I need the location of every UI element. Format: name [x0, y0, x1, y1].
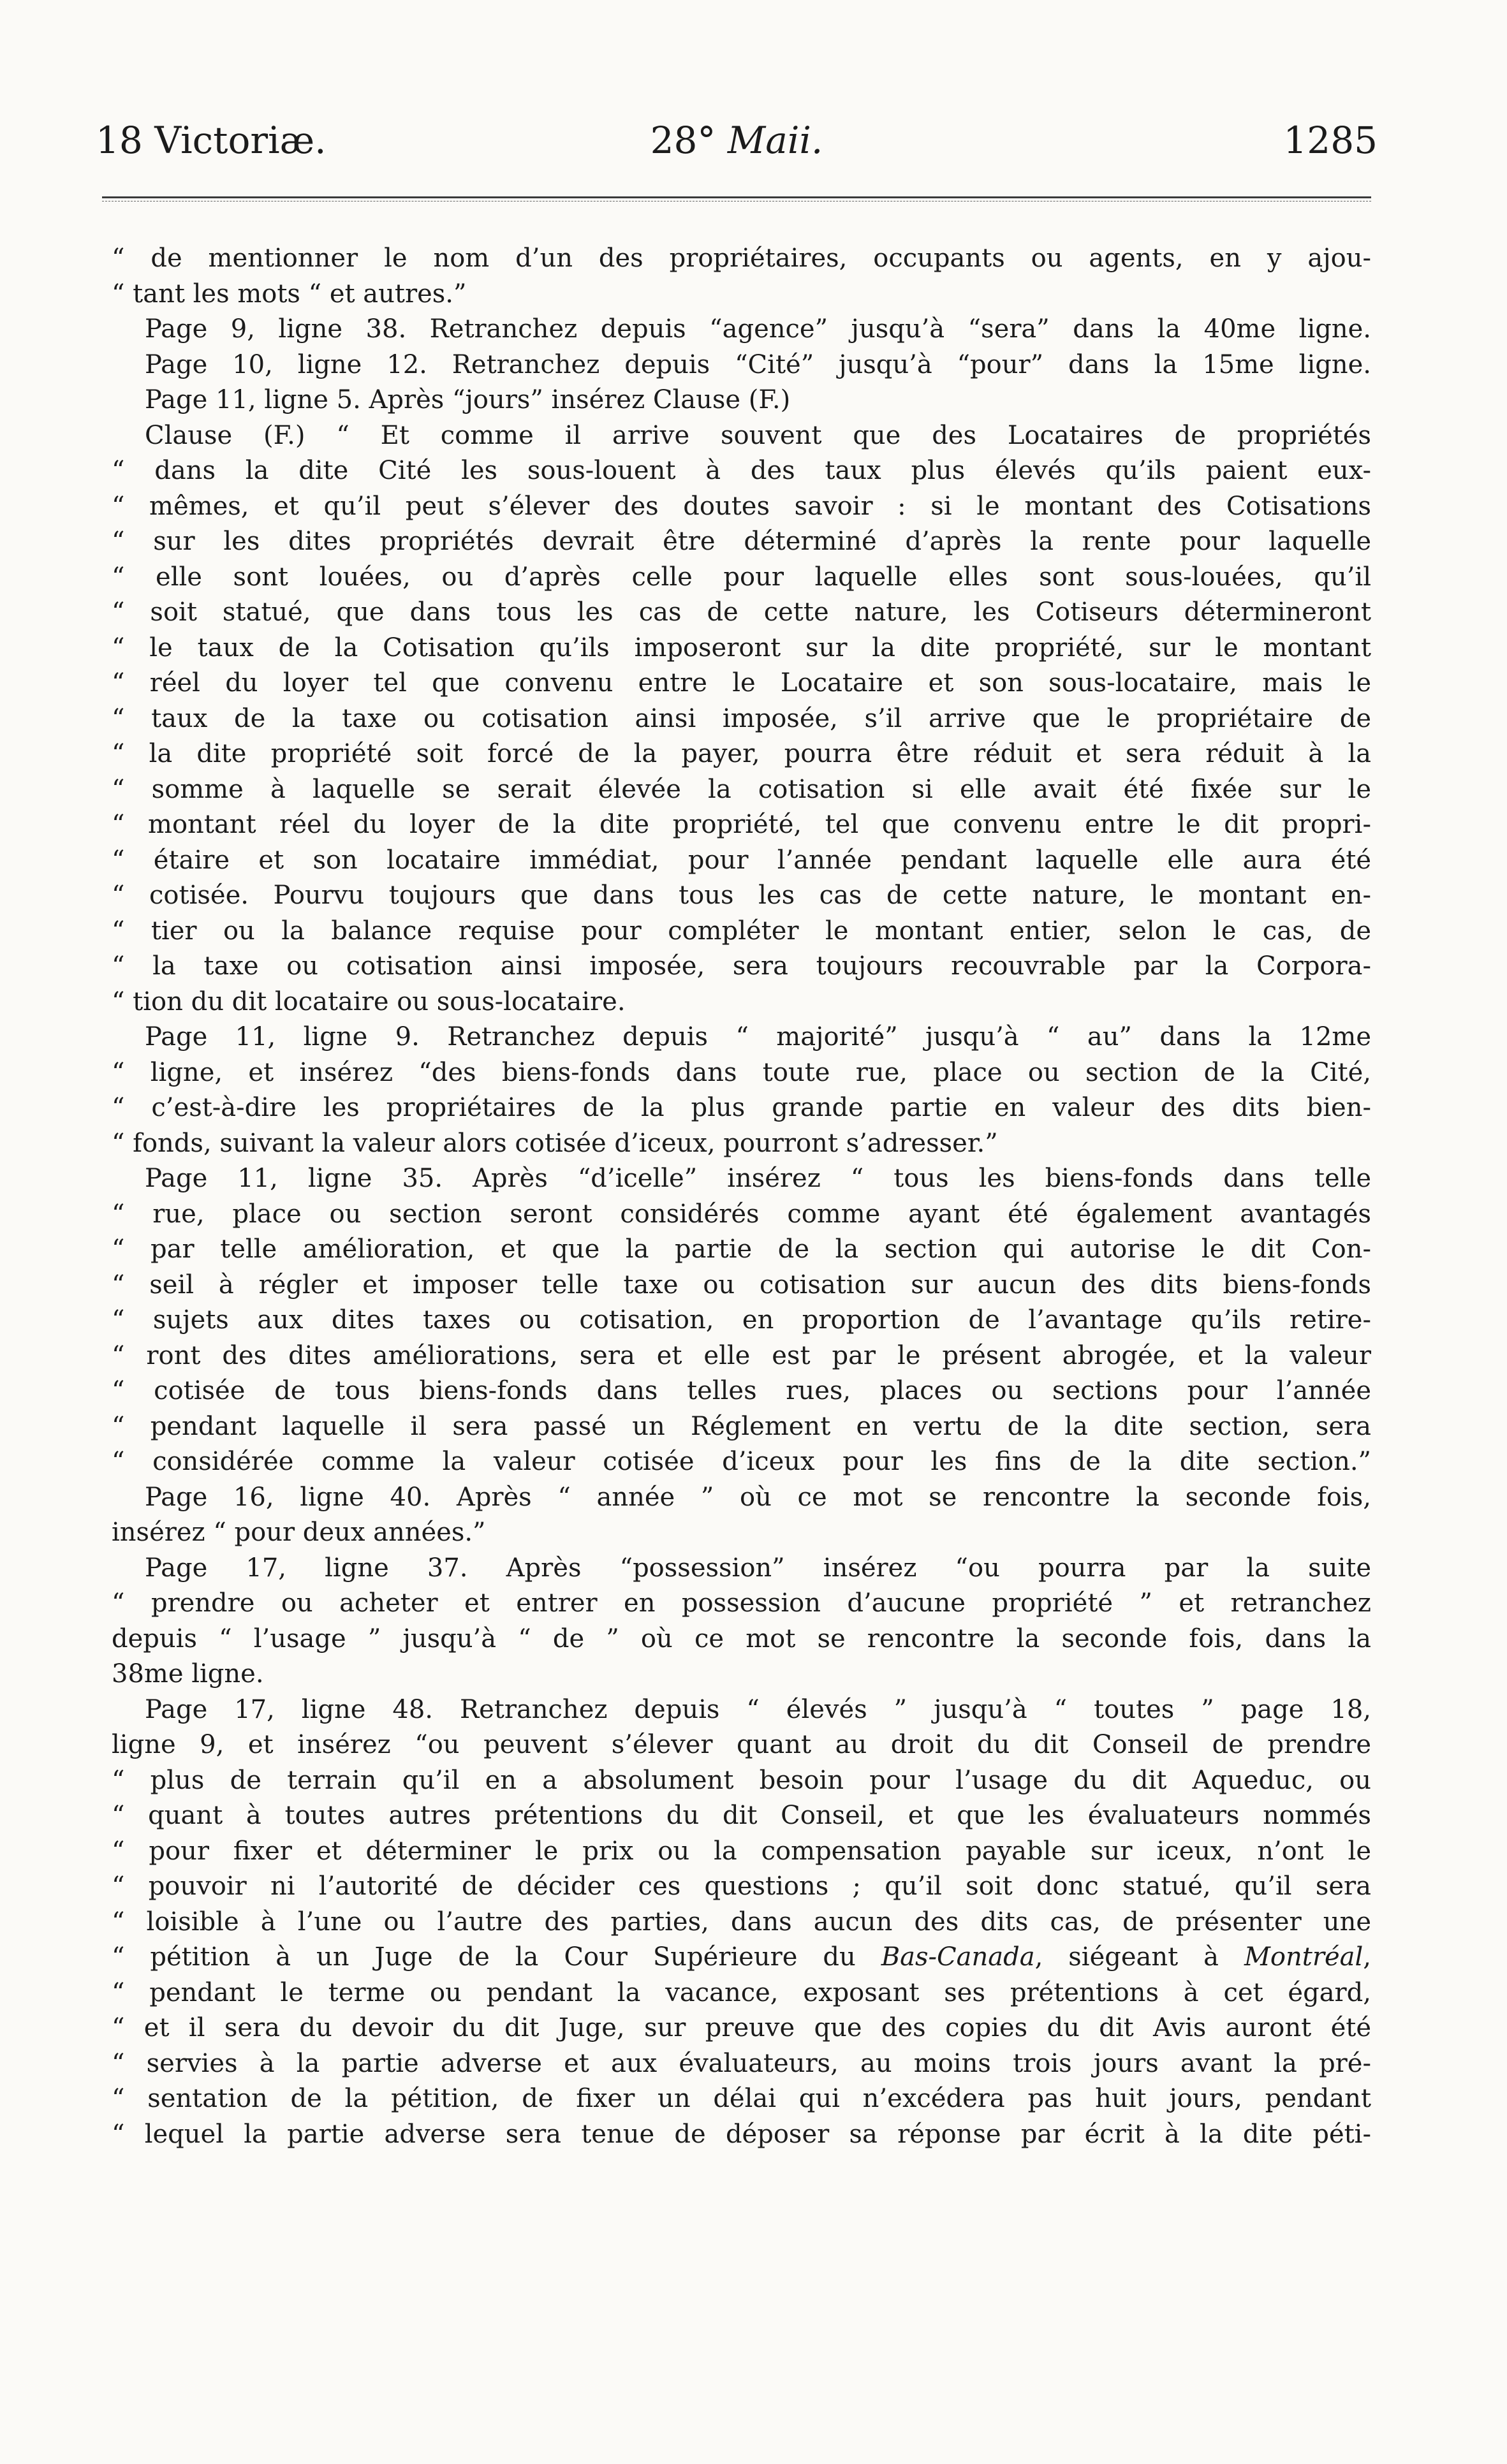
- text-line: “ fonds, suivant la valeur alors cotisée d’iceux, pourront s’adresser.”: [112, 1128, 998, 1158]
- text-line: “ dans la dite Cité les sous-louent à des taux plus élevés qu’ils paient eux-: [112, 456, 1371, 485]
- text-line: “ pouvoir ni l’autorité de décider ces questions ; qu’il soit donc statué, qu’il sera: [112, 1872, 1371, 1901]
- page-header: [96, 112, 1378, 169]
- text-line: “ loisible à l’une ou l’autre des parties, dans aucun des dits cas, de présenter une: [112, 1907, 1371, 1937]
- text-line: ligne 9, et insérez “ou peuvent s’élever quant au droit du dit Conseil de prendre: [112, 1730, 1371, 1759]
- text-line: “ c’est-à-dire les propriétaires de la plus grande partie en valeur des dits bien-: [112, 1093, 1371, 1122]
- text-line: “ cotisée. Pourvu toujours que dans tous les cas de cette nature, le montant en-: [112, 881, 1371, 910]
- text-line: “ considérée comme la valeur cotisée d’iceux pour les fins de la dite section.”: [112, 1447, 1371, 1476]
- text-line: “ sujets aux dites taxes ou cotisation, en proportion de l’avantage qu’ils retire-: [112, 1305, 1371, 1335]
- text-line: “ étaire et son locataire immédiat, pour l’année pendant laquelle elle aura été: [112, 845, 1371, 875]
- text-line: “ par telle amélioration, et que la partie de la section qui autorise le dit Con-: [112, 1235, 1371, 1264]
- text-line: “ mêmes, et qu’il peut s’élever des doutes savoir : si le montant des Cotisations: [112, 491, 1371, 521]
- text-line: “ la taxe ou cotisation ainsi imposée, sera toujours recouvrable par la Corpora-: [112, 951, 1371, 981]
- text-line: “ lequel la partie adverse sera tenue de déposer sa réponse par écrit à la dite péti-: [112, 2119, 1371, 2149]
- margin-specks: [1437, 2260, 1475, 2387]
- text-line: “ cotisée de tous biens-fonds dans telles rues, places ou sections pour l’année: [112, 1376, 1371, 1405]
- header-rule: [102, 196, 1371, 202]
- text-line: Clause (F.) “ Et comme il arrive souvent que des Locataires de propriétés: [145, 420, 1371, 450]
- page-number: 1285: [1283, 119, 1378, 162]
- text-line: “ la dite propriété soit forcé de la payer, pourra être réduit et sera réduit à la: [112, 739, 1371, 768]
- text-line: “ plus de terrain qu’il en a absolument besoin pour l’usage du dit Aqueduc, ou: [112, 1765, 1371, 1795]
- text-line: depuis “ l’usage ” jusqu’à “ de ” où ce mot se rencontre la seconde fois, dans la: [112, 1624, 1371, 1654]
- text-line: “ et il sera du devoir du dit Juge, sur preuve que des copies du dit Avis auront été: [112, 2013, 1371, 2042]
- text-line: Page 17, ligne 48. Retranchez depuis “ élevés ” jusqu’à “ toutes ” page 18,: [145, 1694, 1371, 1724]
- text-line: Page 11, ligne 5. Après “jours” insérez Clause (F.): [145, 385, 791, 414]
- text-line: “ quant à toutes autres prétentions du dit Conseil, et que les évaluateurs nommés: [112, 1801, 1371, 1830]
- text-line: “ ligne, et insérez “des biens-fonds dans toute rue, place ou section de la Cité,: [112, 1057, 1371, 1087]
- text-line: “ réel du loyer tel que convenu entre le Locataire et son sous-locataire, mais le: [112, 668, 1371, 698]
- running-head-left: 18 Victoriæ.: [96, 119, 327, 162]
- text-line: “ de mentionner le nom d’un des propriétaires, occupants ou agents, en y ajou-: [112, 244, 1371, 273]
- text-line: “ taux de la taxe ou cotisation ainsi imposée, s’il arrive que le propriétaire de: [112, 703, 1371, 733]
- text-line: “ pour fixer et déterminer le prix ou la compensation payable sur iceux, n’ont le: [112, 1836, 1371, 1866]
- text-line: “ tion du dit locataire ou sous-locataire.: [112, 986, 626, 1016]
- text-line: insérez “ pour deux années.”: [112, 1518, 486, 1547]
- text-line: “ elle sont louées, ou d’après celle pour laquelle elles sont sous-louées, qu’il: [112, 562, 1371, 592]
- running-head-date: [96, 112, 1378, 169]
- text-line: “ soit statué, que dans tous les cas de cette nature, les Cotiseurs détermineront: [112, 598, 1371, 627]
- text-line: “ pendant laquelle il sera passé un Réglement en vertu de la dite section, sera: [112, 1411, 1371, 1441]
- text-line: Page 16, ligne 40. Après “ année ” où ce mot se rencontre la seconde fois,: [145, 1482, 1371, 1512]
- date-month: Maii.: [727, 119, 823, 162]
- text-line: “ tant les mots “ et autres.”: [112, 279, 467, 309]
- text-line: “ servies à la partie adverse et aux évaluateurs, au moins trois jours avant la pré-: [112, 2048, 1371, 2078]
- text-line: “ somme à laquelle se serait élevée la cotisation si elle avait été fixée sur le: [112, 774, 1371, 804]
- text-line: “ pétition à un Juge de la Cour Supérieure du Bas-Canada, siégeant à Montréal,: [112, 1942, 1371, 1972]
- text-line: Page 11, ligne 9. Retranchez depuis “ majorité” jusqu’à “ au” dans la 12me: [145, 1022, 1371, 1052]
- text-line: “ le taux de la Cotisation qu’ils imposeront sur la dite propriété, sur le montant: [112, 633, 1371, 663]
- text-line: Page 10, ligne 12. Retranchez depuis “Cité” jusqu’à “pour” dans la 15me ligne.: [145, 349, 1371, 379]
- text-line: 38me ligne.: [112, 1659, 264, 1689]
- text-line: Page 11, ligne 35. Après “d’icelle” insérez “ tous les biens-fonds dans telle: [145, 1164, 1371, 1193]
- text-line: “ prendre ou acheter et entrer en possession d’aucune propriété ” et retranchez: [112, 1588, 1371, 1618]
- text-line: Page 9, ligne 38. Retranchez depuis “agence” jusqu’à “sera” dans la 40me ligne.: [145, 314, 1371, 344]
- text-line: “ seil à régler et imposer telle taxe ou cotisation sur aucun des dits biens-fonds: [112, 1270, 1371, 1300]
- text-line: “ tier ou la balance requise pour compléter le montant entier, selon le cas, de: [112, 916, 1371, 946]
- text-line: “ rue, place ou section seront considérés comme ayant été également avantagés: [112, 1199, 1371, 1229]
- text-line: “ sentation de la pétition, de fixer un délai qui n’excédera pas huit jours, pendant: [112, 2084, 1371, 2113]
- text-line: “ pendant le terme ou pendant la vacance, exposant ses prétentions à cet égard,: [112, 1977, 1371, 2007]
- text-line: Page 17, ligne 37. Après “possession” insérez “ou pourra par la suite: [145, 1553, 1371, 1583]
- text-line: “ ront des dites améliorations, sera et elle est par le présent abrogée, et la valeur: [112, 1340, 1371, 1370]
- text-line: “ sur les dites propriétés devrait être déterminé d’après la rente pour laquelle: [112, 527, 1371, 556]
- body-text: [112, 241, 1371, 2152]
- date-day: 28°: [650, 119, 716, 162]
- text-line: “ montant réel du loyer de la dite propriété, tel que convenu entre le dit propri-: [112, 810, 1371, 839]
